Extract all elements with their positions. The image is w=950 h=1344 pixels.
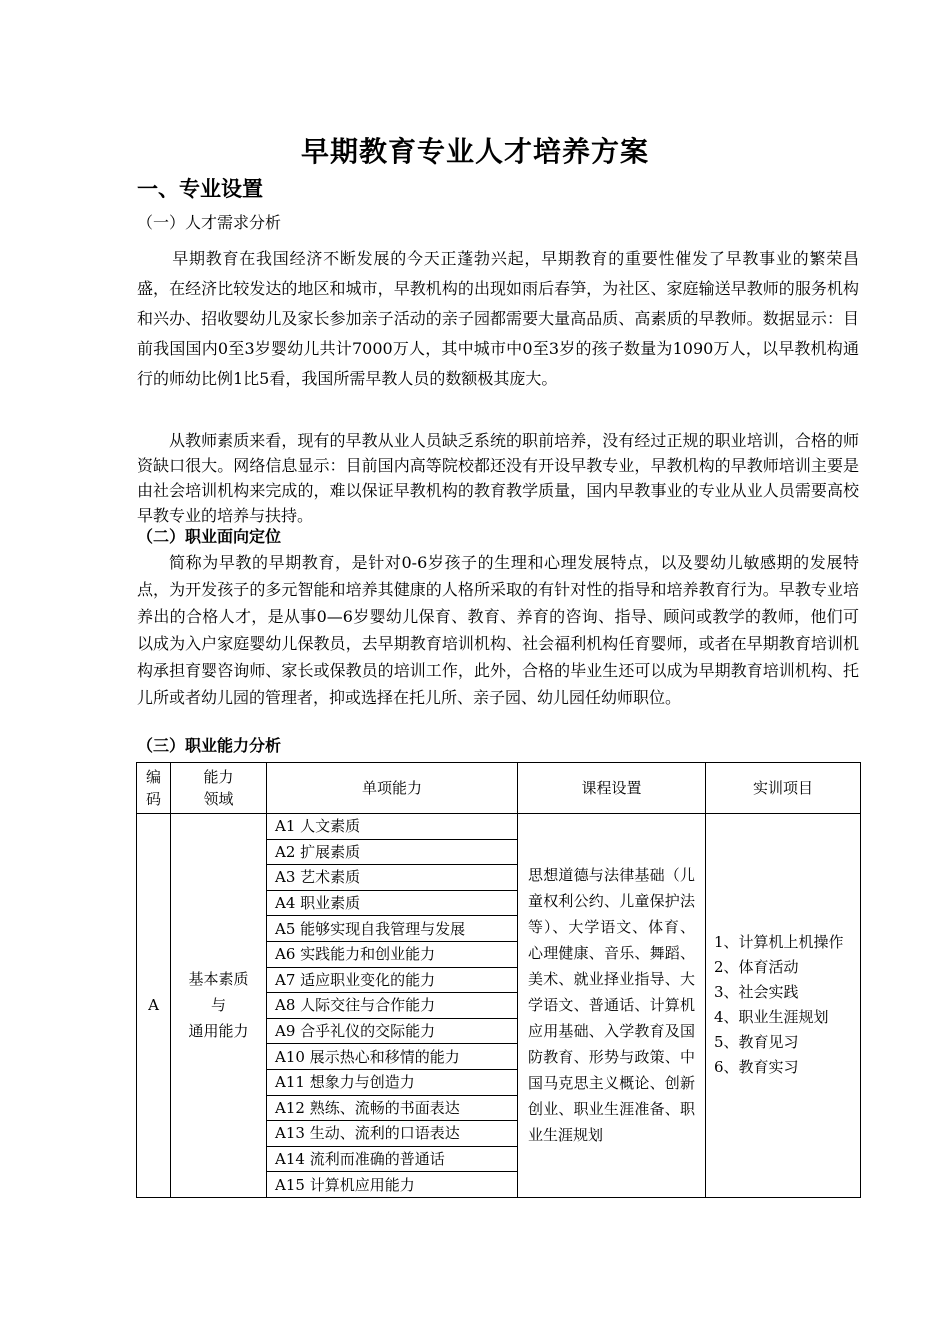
- ability-item: A4 职业素质: [267, 890, 518, 916]
- subsection-heading-2: （二）职业面向定位: [137, 527, 282, 546]
- ability-item: A11 想象力与创造力: [267, 1069, 518, 1095]
- ability-item: A10 展示热心和移情的能力: [267, 1044, 518, 1070]
- header-domain-line-1: 能力: [203, 768, 234, 786]
- header-code-line-2: 码: [145, 790, 161, 808]
- ability-item: A5 能够实现自我管理与发展: [267, 916, 518, 942]
- section-heading-1: 一、专业设置: [137, 177, 263, 201]
- paragraph-talent-demand: 早期教育在我国经济不断发展的今天正蓬勃兴起，早期教育的重要性催发了早教事业的繁荣昌盛，在经济比较发达的地区和城市，早教机构的出现如雨后春笋，为社区、家庭输送早教师的服务机构和兴办、招收婴幼儿及家长参加亲子活动的亲子园都需要大量高品质、高素质的早教师。数据显示：目前我国国内0至3岁婴幼儿共计7000万人，其中城市中0至3岁的孩子数量为1090万人，以早教机构通行的师幼比例1比5看，我国所需早教人员的数额极其庞大。: [137, 249, 859, 388]
- table-row: [137, 814, 861, 840]
- ability-item: A12 熟练、流畅的书面表达: [267, 1095, 518, 1121]
- table-header-row: [137, 763, 861, 814]
- ability-item: A9 合乎礼仪的交际能力: [267, 1018, 518, 1044]
- domain-line-1: 基本素质: [188, 970, 249, 989]
- header-course: 课程设置: [518, 763, 706, 814]
- ability-item: A14 流利而准确的普通话: [267, 1146, 518, 1172]
- subsection-heading-3: （三）职业能力分析: [137, 736, 282, 755]
- ability-item: A1 人文素质: [267, 814, 518, 840]
- header-code: [137, 763, 171, 814]
- ability-analysis-table: [136, 762, 861, 1198]
- training-item: 4、职业生涯规划: [714, 1008, 829, 1027]
- header-code-line-1: 编: [145, 768, 161, 786]
- training-cell: [706, 814, 861, 1198]
- domain-line-3: 通用能力: [188, 1022, 249, 1041]
- subsection-heading-1: （一）人才需求分析: [137, 213, 282, 232]
- training-item: 2、体育活动: [714, 958, 799, 977]
- ability-item: A2 扩展素质: [267, 839, 518, 865]
- header-domain-line-2: 领域: [203, 790, 234, 808]
- training-item: 5、教育见习: [714, 1033, 799, 1052]
- training-item: 6、教育实习: [714, 1058, 799, 1077]
- ability-item: A15 计算机应用能力: [267, 1172, 518, 1198]
- training-item: 1、计算机上机操作: [714, 933, 844, 952]
- ability-item: A13 生动、流利的口语表达: [267, 1121, 518, 1147]
- ability-item: A3 艺术素质: [267, 865, 518, 891]
- header-training: 实训项目: [706, 763, 861, 814]
- ability-item: A8 人际交往与合作能力: [267, 993, 518, 1019]
- ability-item: A6 实践能力和创业能力: [267, 941, 518, 967]
- document-title: 早期教育专业人才培养方案: [300, 135, 649, 168]
- training-item: 3、社会实践: [714, 983, 799, 1002]
- course-cell: 思想道德与法律基础（儿童权利公约、儿童保护法等）、大学语文、体育、心理健康、音乐、舞蹈、美术、就业择业指导、大学语文、普通话、计算机应用基础、入学教育及国防教育、形势与政策、中国马克思主义概论、创新创业、职业生涯准备、职业生涯规划: [518, 814, 706, 1198]
- ability-item: A7 适应职业变化的能力: [267, 967, 518, 993]
- code-cell: A: [137, 814, 171, 1198]
- paragraph-career-orientation: 简称为早教的早期教育，是针对0-6岁孩子的生理和心理发展特点，以及婴幼儿敏感期的发展特点，为开发孩子的多元智能和培养其健康的人格所采取的有针对性的指导和培养教育行为。早教专业培养出的合格人才，是从事0—6岁婴幼儿保育、教育、养育的咨询、指导、顾问或教学的教师，他们可以成为入户家庭婴幼儿保教员，去早期教育培训机构、社会福利机构任育婴师，或者在早期教育培训机构承担育婴咨询师、家长或保教员的培训工作，此外，合格的毕业生还可以成为早期教育培训机构、托儿所或者幼儿园的管理者，抑或选择在托儿所、亲子园、幼儿园任幼师职位。: [137, 553, 859, 707]
- domain-cell: [171, 814, 267, 1198]
- header-domain: [171, 763, 267, 814]
- domain-line-2: 与: [210, 996, 226, 1015]
- paragraph-teacher-quality: 从教师素质来看，现有的早教从业人员缺乏系统的职前培养，没有经过正规的职业培训，合格的师资缺口很大。网络信息显示：目前国内高等院校都还没有开设早教专业，早教机构的早教师培训主要是由社会培训机构来完成的，难以保证早教机构的教育教学质量，国内早教事业的专业从业人员需要高校早教专业的培养与扶持。: [137, 431, 859, 525]
- header-ability: 单项能力: [267, 763, 518, 814]
